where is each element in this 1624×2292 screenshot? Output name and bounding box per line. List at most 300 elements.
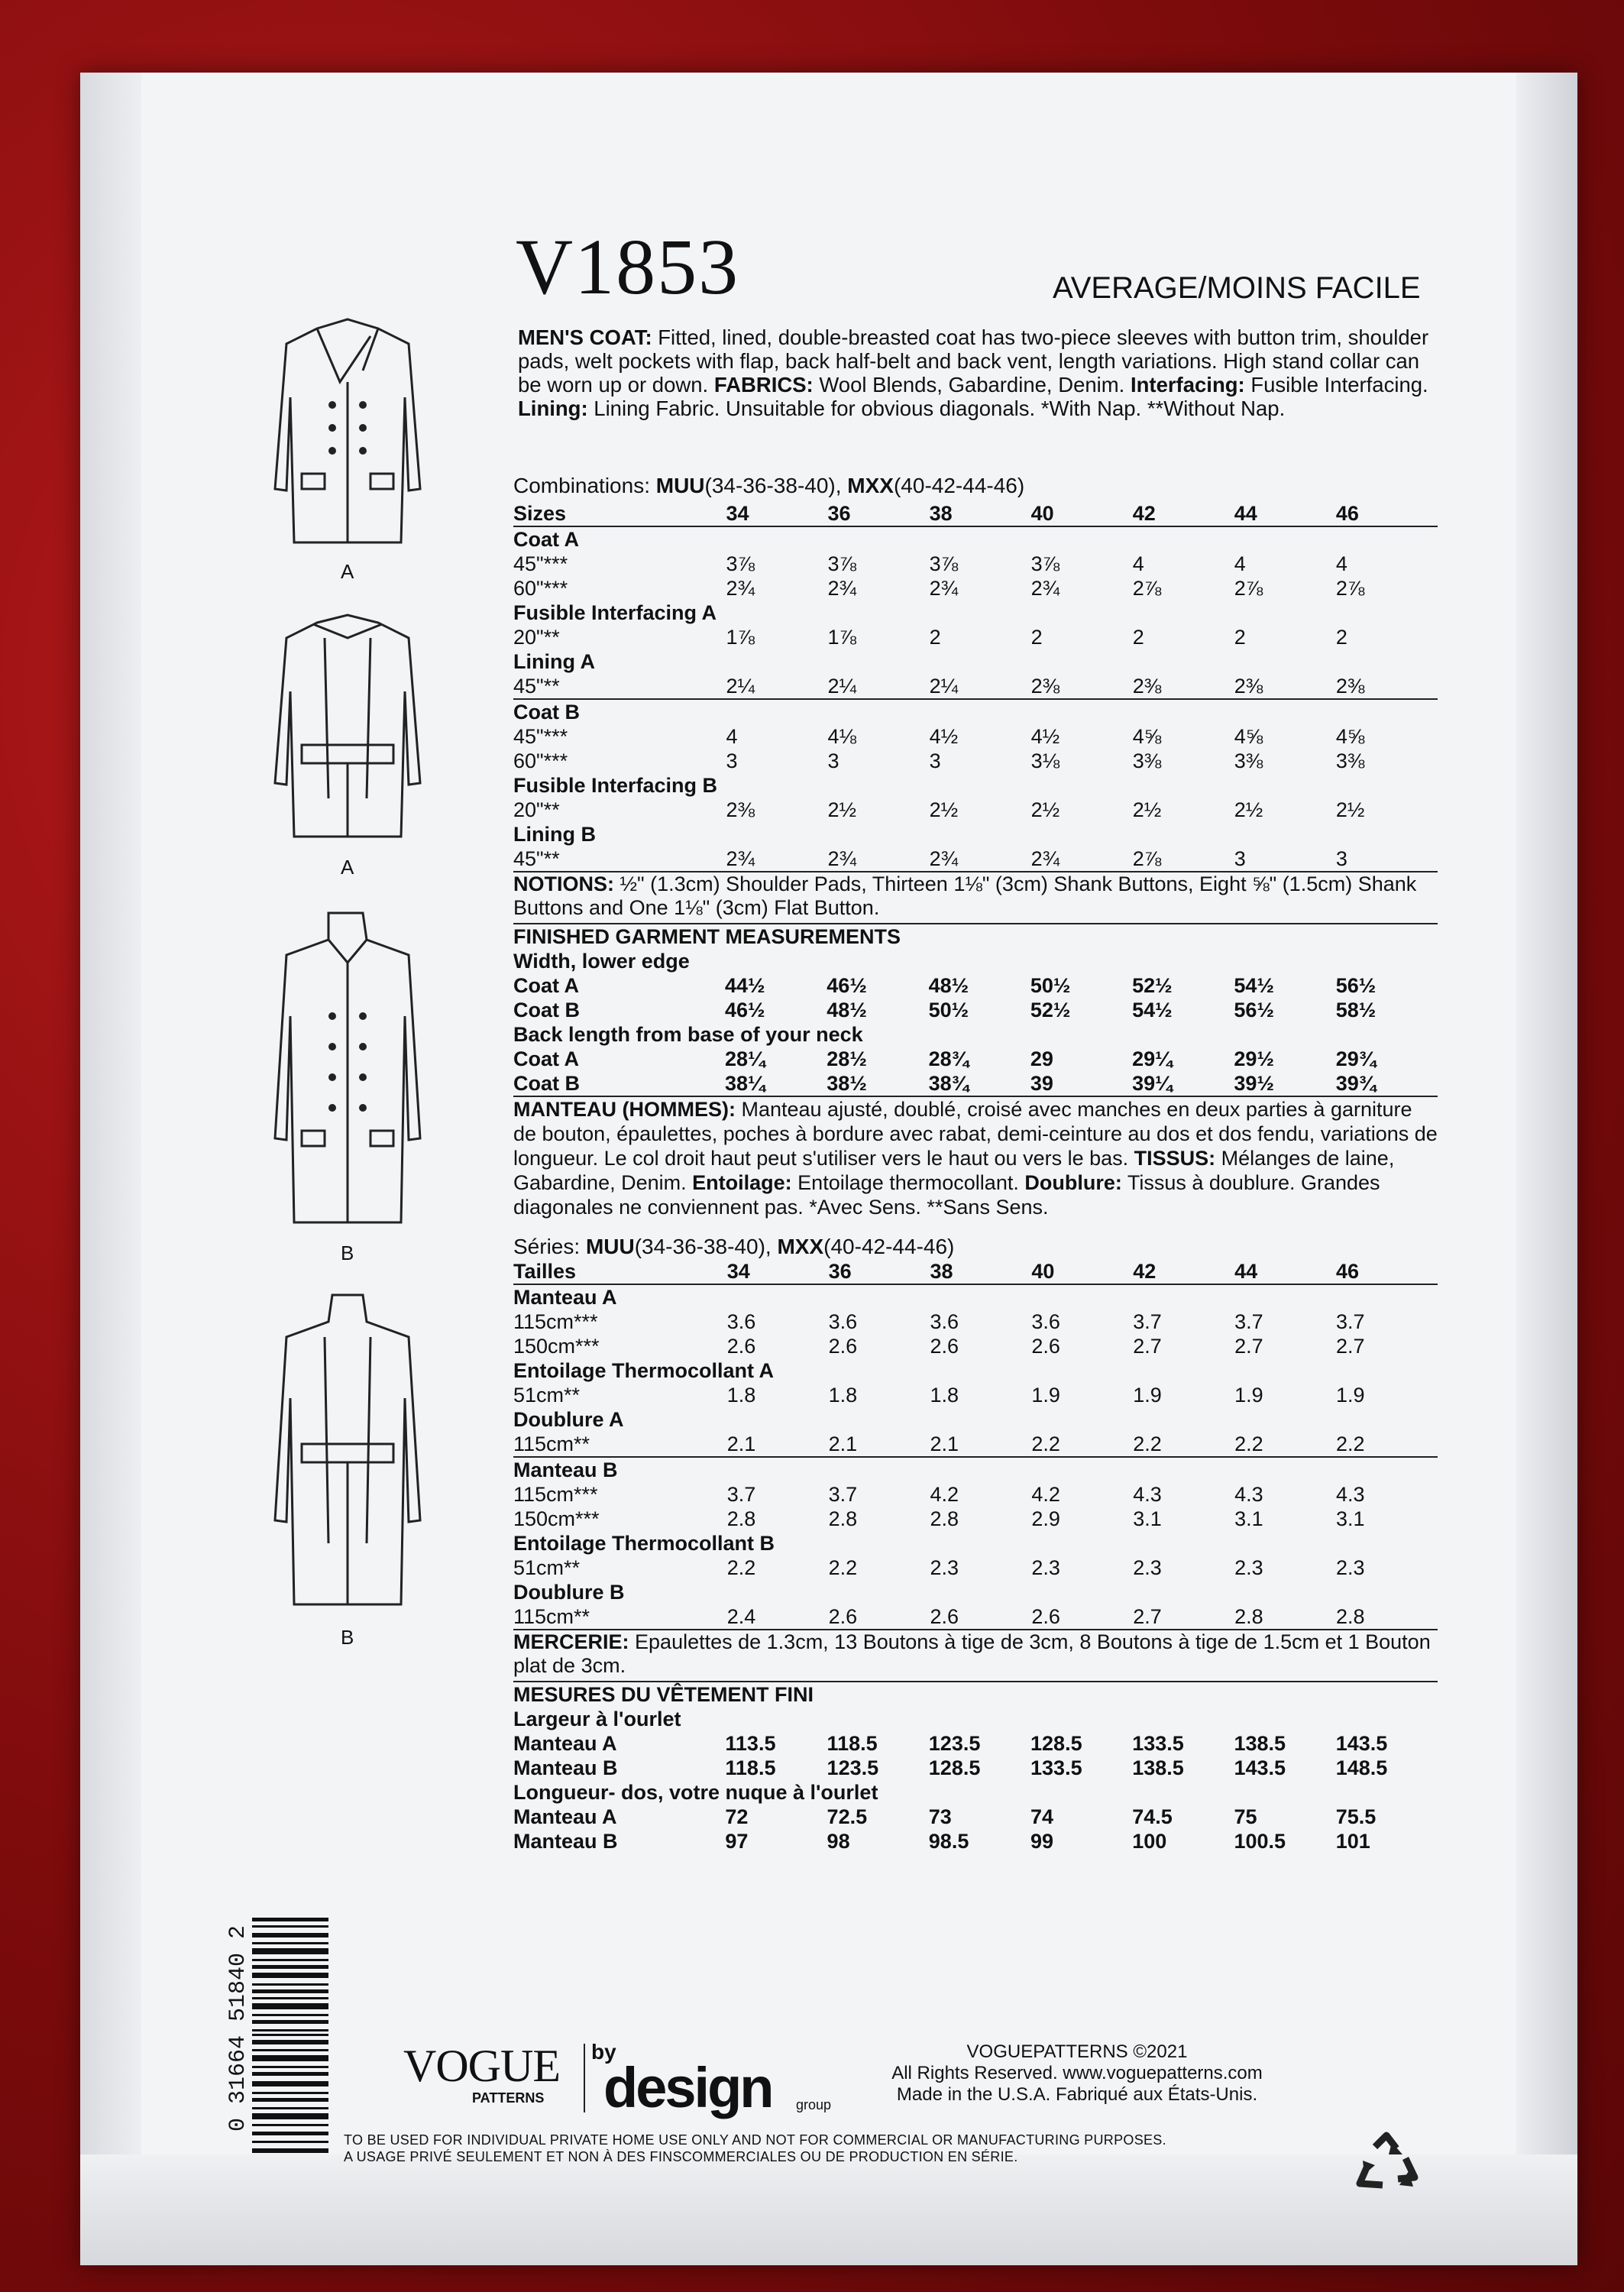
difficulty-label: AVERAGE/MOINS FACILE	[1053, 271, 1421, 305]
value-cell: 44	[1234, 501, 1336, 526]
value-cell: 2½	[1030, 798, 1060, 821]
barcode-digits: 0 31664 51840 2	[225, 1925, 251, 2132]
fr-text: Manteau ajusté, doublé, croisé avec manches en deux parties à garniture de bouton, épaulettes, poches à bordure avec rabat, demi-ceinture au dos et dos fendu, variations de longueur. Le col droit haut peut s'utiliser vers le haut ou vers le bas.	[513, 1098, 1438, 1170]
row-label-cell: 51cm**	[513, 1384, 581, 1407]
mercerie-french	[513, 1630, 1438, 1682]
table-row	[513, 847, 1438, 872]
value-cell: 52½	[1030, 999, 1071, 1021]
value-cell: 100	[1132, 1830, 1167, 1853]
description-french	[513, 1097, 1438, 1219]
fabrics-label: FABRICS:	[713, 373, 814, 397]
doublure-text: Tissus à doublure. Grandes diagonales ne conviennent pas. *Avec Sens. **Sans Sens.	[513, 1171, 1380, 1219]
sketch-caption: A	[341, 560, 354, 583]
table-header-row	[513, 501, 1438, 526]
value-cell: 28¾	[928, 1047, 969, 1070]
value-cell: 2.3	[1031, 1556, 1060, 1579]
value-cell: 2.4	[727, 1604, 829, 1630]
value-cell: 4⅝	[1335, 725, 1365, 748]
yardage-table-english	[513, 501, 1438, 1853]
value-cell: 56½	[1335, 974, 1377, 997]
interfacing-text: Fusible Interfacing.	[1250, 373, 1428, 397]
series-muu: MUU	[585, 1235, 635, 1258]
table-row	[513, 1756, 1438, 1780]
combinations-label: Combinations:	[513, 474, 650, 497]
group-label: Fusible Interfacing B	[513, 774, 718, 797]
value-cell: 3	[1336, 847, 1438, 872]
value-cell: 3.1	[1336, 1507, 1365, 1530]
value-cell: 123.5	[928, 1732, 981, 1755]
value-cell: 2¾	[726, 577, 755, 600]
value-cell: 2.8	[726, 1507, 756, 1530]
value-cell: 50½	[1030, 974, 1071, 997]
value-cell: 29¾	[1335, 1047, 1377, 1070]
value-cell: 2⅜	[1031, 674, 1133, 699]
value-cell: 1.9	[1133, 1384, 1162, 1407]
coat-b-back-sketch	[256, 1291, 439, 1612]
value-cell: 4.2	[930, 1483, 959, 1506]
value-cell: 2.8	[828, 1507, 858, 1530]
value-cell: 2¾	[929, 577, 959, 600]
value-cell: 39¾	[1336, 1071, 1438, 1096]
table-row	[513, 1383, 1438, 1407]
row-label-cell: 20"**	[513, 798, 560, 821]
lining-label: Lining:	[518, 397, 588, 420]
value-cell: 2½	[929, 798, 959, 821]
series-mxx: MXX	[777, 1235, 824, 1258]
made-in-line: Made in the U.S.A. Fabriqué aux États-Unis.	[896, 2084, 1258, 2105]
group-label: Lining B	[513, 823, 596, 846]
value-cell: 40	[1031, 1259, 1133, 1284]
value-cell: 42	[1133, 501, 1234, 526]
value-cell: 2⅞	[1132, 577, 1162, 600]
value-cell: 2.3	[1133, 1556, 1162, 1579]
nap-note: Unsuitable for obvious diagonals. *With Nap. **Without Nap.	[726, 397, 1286, 420]
value-cell: 2.2	[1133, 1432, 1234, 1457]
value-cell: 3.7	[828, 1483, 858, 1506]
table-row	[513, 1309, 1438, 1334]
sketch-caption: B	[341, 1242, 354, 1264]
value-cell: 1.9	[1031, 1384, 1060, 1407]
value-cell: 2⅞	[1234, 577, 1263, 600]
table-row	[513, 1482, 1438, 1507]
value-cell: 2.3	[1234, 1556, 1263, 1579]
value-cell: 1⅞	[726, 626, 755, 649]
value-cell: 2.8	[1234, 1604, 1336, 1630]
value-cell: 4½	[929, 725, 959, 748]
lining-text: Lining Fabric.	[594, 397, 720, 420]
value-cell: 40	[1031, 501, 1133, 526]
value-cell: 38	[930, 501, 1031, 526]
value-cell: 36	[828, 501, 930, 526]
patterns-logo-text: PATTERNS	[472, 2090, 545, 2106]
group-label: Entoilage Thermocollant A	[513, 1359, 775, 1382]
interfacing-label: Interfacing:	[1130, 373, 1245, 397]
value-cell: 2⅞	[1335, 577, 1365, 600]
value-cell: 34	[726, 501, 827, 526]
value-cell: 1.9	[1234, 1384, 1263, 1407]
value-cell: 3.7	[1336, 1310, 1365, 1333]
value-cell: 2.1	[829, 1432, 930, 1457]
value-cell: 2.2	[1336, 1432, 1438, 1457]
value-cell: 4	[1132, 552, 1144, 575]
value-cell: 29½	[1234, 1047, 1274, 1070]
mercerie-label: MERCERIE:	[513, 1630, 629, 1653]
row-label-cell: 60"***	[513, 577, 568, 600]
value-cell: 2⅜	[1234, 674, 1336, 699]
value-cell: 4.3	[1133, 1483, 1162, 1506]
value-cell: 4⅝	[1234, 725, 1263, 748]
value-cell: 100.5	[1234, 1830, 1286, 1853]
group-label: Fusible Interfacing A	[513, 601, 717, 624]
combo-mxx-sizes: (40-42-44-46)	[893, 474, 1025, 497]
table-row	[513, 625, 1438, 649]
mercerie-text: Epaulettes de 1.3cm, 13 Boutons à tige de 3cm, 8 Boutons à tige de 1.5cm et 1 Bouton plat de 3cm.	[513, 1630, 1431, 1677]
table-row	[513, 1731, 1438, 1756]
value-cell: 4.3	[1234, 1483, 1263, 1506]
fr-width-label: Largeur à l'ourlet	[513, 1708, 681, 1730]
fr-finished-title: MESURES DU VÊTEMENT FINI	[513, 1683, 814, 1706]
value-cell: 4.2	[1031, 1483, 1060, 1506]
value-cell: 28½	[827, 1047, 867, 1070]
value-cell: 1.8	[726, 1384, 756, 1407]
value-cell: 2.1	[727, 1432, 829, 1457]
series-mxx-sizes: (40-42-44-46)	[823, 1235, 955, 1258]
value-cell: 3⅜	[1335, 749, 1365, 772]
value-cell: 118.5	[827, 1732, 878, 1755]
table-row	[513, 1047, 1438, 1071]
coat-a-back-sketch	[256, 607, 439, 844]
row-label-cell: 150cm***	[513, 1335, 600, 1358]
value-cell: 46½	[827, 974, 867, 997]
value-cell: 4⅛	[827, 725, 857, 748]
row-label-cell: Manteau A	[513, 1732, 617, 1755]
value-cell: 2¼	[726, 674, 827, 699]
recycle-icon	[1352, 2132, 1421, 2193]
value-cell: 143.5	[1234, 1756, 1286, 1779]
value-cell: 3.1	[1133, 1507, 1162, 1530]
table-row	[513, 1071, 1438, 1096]
value-cell: 75	[1234, 1805, 1257, 1828]
value-cell: 39	[1030, 1071, 1132, 1096]
value-cell: 2.7	[1133, 1335, 1162, 1358]
value-cell: 3	[827, 749, 839, 772]
logo-divider	[584, 2044, 585, 2112]
yardage-table-french	[513, 1259, 1438, 1630]
table-row	[513, 1432, 1438, 1457]
value-cell: 2¾	[1031, 847, 1133, 872]
value-cell: 72.5	[827, 1805, 868, 1828]
combo-mxx: MXX	[847, 474, 894, 497]
value-cell: 2.2	[1031, 1432, 1133, 1457]
value-cell: 148.5	[1335, 1756, 1388, 1779]
value-cell: 3	[726, 749, 738, 772]
width-label: Width, lower edge	[513, 950, 690, 973]
value-cell: 2¼	[828, 674, 930, 699]
value-cell: 3.6	[726, 1310, 756, 1333]
coat-b-front-sketch	[256, 909, 439, 1230]
value-cell: 46½	[725, 999, 765, 1021]
value-cell: 133.5	[1030, 1756, 1082, 1779]
tissus-text: Mélanges de laine, Gabardine, Denim.	[513, 1147, 1395, 1194]
barcode	[252, 1918, 328, 2154]
value-cell: 38	[930, 1259, 1032, 1284]
value-cell: 3⅞	[929, 552, 959, 575]
value-cell: 75.5	[1335, 1805, 1377, 1828]
value-cell: 3	[929, 749, 941, 772]
value-cell: 2	[1234, 626, 1246, 649]
value-cell: 3.7	[726, 1483, 756, 1506]
value-cell: 28¼	[725, 1047, 765, 1070]
value-cell: 143.5	[1335, 1732, 1388, 1755]
value-cell: 2½	[1234, 798, 1263, 821]
value-cell: 74.5	[1132, 1805, 1173, 1828]
length-label: Back length from base of your neck	[513, 1023, 863, 1046]
value-cell: 1.9	[1336, 1384, 1365, 1407]
value-cell: 2.6	[726, 1335, 756, 1358]
row-label-cell: Manteau A	[513, 1805, 617, 1828]
row-label-cell: 20"**	[513, 626, 560, 649]
value-cell: 2	[929, 626, 941, 649]
row-label-cell: Coat A	[513, 974, 579, 997]
table-row	[513, 998, 1438, 1022]
row-label-cell: 115cm**	[513, 1604, 727, 1630]
value-cell: 133.5	[1132, 1732, 1184, 1755]
row-label-cell: 45"***	[513, 552, 568, 575]
table-row	[513, 973, 1438, 998]
value-cell: 2.3	[1336, 1556, 1365, 1579]
value-cell: 2.2	[726, 1556, 756, 1579]
value-cell: 74	[1030, 1805, 1054, 1828]
value-cell: 2.3	[930, 1556, 959, 1579]
value-cell: 2¾	[828, 847, 930, 872]
value-cell: 138.5	[1132, 1756, 1184, 1779]
value-cell: 2½	[827, 798, 857, 821]
value-cell: 3.6	[828, 1310, 858, 1333]
value-cell: 4½	[1030, 725, 1060, 748]
value-cell: 2¾	[827, 577, 857, 600]
value-cell: 2⅜	[1133, 674, 1234, 699]
value-cell: 1.8	[930, 1384, 959, 1407]
value-cell: 39¼	[1132, 1071, 1234, 1096]
table-row	[513, 1334, 1438, 1358]
row-label-cell: Coat B	[513, 999, 580, 1021]
value-cell: 56½	[1234, 999, 1274, 1021]
table-row	[513, 724, 1438, 749]
value-cell: 1.8	[828, 1384, 858, 1407]
fabrics-text: Wool Blends, Gabardine, Denim.	[819, 373, 1125, 397]
table-row	[513, 552, 1438, 576]
value-cell: 4	[726, 725, 738, 748]
desc-text: Fitted, lined, double-breasted coat has two-piece sleeves with button trim, shoulder pads, welt pockets with flap, back half-belt and back vent, length variations. High stand collar can be worn up or down.	[518, 325, 1429, 397]
entoilage-text: Entoilage thermocollant.	[797, 1171, 1019, 1194]
value-cell: 2.7	[1133, 1604, 1234, 1630]
row-label-cell: Tailles	[513, 1259, 727, 1284]
value-cell: 113.5	[725, 1732, 776, 1755]
value-cell: 2.6	[930, 1604, 1032, 1630]
value-cell: 2.6	[828, 1335, 858, 1358]
sketch-caption: A	[341, 856, 354, 879]
vogue-logo: VOGUE	[403, 2041, 560, 2091]
value-cell: 54½	[1132, 999, 1173, 1021]
value-cell: 128.5	[1030, 1732, 1082, 1755]
series-label: Séries:	[513, 1235, 581, 1258]
group-label: Manteau B	[513, 1458, 618, 1481]
value-cell: 2.1	[930, 1432, 1032, 1457]
value-cell: 2.7	[1234, 1335, 1263, 1358]
value-cell: 2¾	[930, 847, 1031, 872]
value-cell: 2¾	[1030, 577, 1060, 600]
envelope-right-flap	[1516, 73, 1577, 2265]
row-label-cell: 115cm***	[513, 1483, 598, 1506]
notions-text: ½" (1.3cm) Shoulder Pads, Thirteen 1⅛" (3cm) Shank Buttons, Eight ⅝" (1.5cm) Shank Buttons and One 1⅛" (3cm) Flat Button.	[513, 872, 1417, 919]
value-cell: 2⅜	[726, 798, 755, 821]
value-cell: 38¼	[725, 1071, 827, 1096]
value-cell: 128.5	[928, 1756, 981, 1779]
row-label-cell: 60"***	[513, 749, 568, 772]
row-label-cell: 115cm**	[513, 1432, 727, 1457]
group-label: Entoilage Thermocollant B	[513, 1532, 775, 1555]
by-text: by	[591, 2040, 616, 2064]
value-cell: 4	[1335, 552, 1347, 575]
combo-muu-sizes: (34-36-38-40),	[704, 474, 842, 497]
group-label: Doublure B	[513, 1581, 625, 1604]
notions-label: NOTIONS:	[513, 872, 614, 895]
value-cell: 72	[725, 1805, 749, 1828]
pattern-number: V1853	[516, 223, 740, 311]
value-cell: 2.6	[930, 1335, 959, 1358]
design-logo: design	[603, 2056, 772, 2119]
value-cell: 2.8	[1336, 1604, 1438, 1630]
value-cell: 2½	[1335, 798, 1365, 821]
value-cell: 3⅞	[1030, 552, 1060, 575]
combinations-french	[513, 1235, 1438, 1259]
value-cell: 58½	[1335, 999, 1377, 1021]
value-cell: 2½	[1132, 798, 1162, 821]
row-label-cell: 51cm**	[513, 1556, 581, 1579]
value-cell: 1⅞	[827, 626, 857, 649]
table-row	[513, 576, 1438, 601]
table-row	[513, 674, 1438, 699]
value-cell: 2⅞	[1133, 847, 1234, 872]
value-cell: 2.6	[829, 1604, 930, 1630]
value-cell: 99	[1030, 1830, 1054, 1853]
notions-english	[513, 872, 1438, 924]
value-cell: 48½	[928, 974, 969, 997]
value-cell: 2	[1030, 626, 1043, 649]
value-cell: 52½	[1132, 974, 1173, 997]
table-row	[513, 1829, 1438, 1853]
finished-title: FINISHED GARMENT MEASUREMENTS	[513, 925, 901, 948]
table-row	[513, 1805, 1438, 1829]
value-cell: 2.8	[930, 1507, 959, 1530]
value-cell: 2¼	[930, 674, 1031, 699]
finished-table-french	[513, 1682, 1438, 1853]
fr-lead: MANTEAU (HOMMES):	[513, 1098, 736, 1121]
envelope-left-flap	[80, 73, 141, 2265]
coat-a-front-sketch	[256, 313, 439, 550]
value-cell: 3⅜	[1234, 749, 1263, 772]
value-cell: 2.6	[1031, 1335, 1060, 1358]
copyright-line: VOGUEPATTERNS ©2021	[966, 2041, 1188, 2062]
value-cell: 98.5	[928, 1830, 969, 1853]
value-cell: 2⅜	[1336, 674, 1438, 699]
value-cell: 2.9	[1031, 1507, 1060, 1530]
value-cell: 2¾	[726, 847, 827, 872]
desc-lead: MEN'S COAT:	[518, 325, 652, 349]
series-muu-sizes: (34-36-38-40),	[634, 1235, 772, 1258]
row-label-cell: Coat A	[513, 1047, 579, 1070]
legal-french: A USAGE PRIVÉ SEULEMENT ET NON À DES FINSCOMMERCIALES OU DE PRODUCTION EN SÉRIE.	[344, 2149, 1018, 2164]
legal-english: TO BE USED FOR INDIVIDUAL PRIVATE HOME USE ONLY AND NOT FOR COMMERCIAL OR MANUFACTURING PURPOSES.	[344, 2132, 1166, 2148]
table-row	[513, 798, 1438, 822]
value-cell: 4⅝	[1132, 725, 1162, 748]
group-text: group	[796, 2097, 832, 2112]
group-label: Coat A	[513, 528, 579, 551]
description-english	[518, 325, 1442, 420]
combinations-english	[513, 474, 1438, 498]
value-cell: 123.5	[827, 1756, 879, 1779]
value-cell: 46	[1336, 1259, 1438, 1284]
group-label: Doublure A	[513, 1408, 624, 1431]
value-cell: 34	[727, 1259, 829, 1284]
value-cell: 4.3	[1336, 1483, 1365, 1506]
row-label-cell: Manteau B	[513, 1756, 618, 1779]
value-cell: 44½	[725, 974, 765, 997]
table-header-row	[513, 1259, 1438, 1284]
group-label: Lining A	[513, 650, 595, 673]
row-label-cell: Manteau B	[513, 1830, 618, 1853]
row-label-cell: 150cm***	[513, 1507, 600, 1530]
value-cell: 2.2	[1234, 1432, 1336, 1457]
value-cell: 3⅜	[1132, 749, 1162, 772]
value-cell: 3⅞	[726, 552, 755, 575]
value-cell: 2.2	[828, 1556, 858, 1579]
value-cell: 2.6	[1031, 1604, 1133, 1630]
value-cell: 4	[1234, 552, 1246, 575]
value-cell: 118.5	[725, 1756, 776, 1779]
row-label-cell: 45"**	[513, 847, 726, 872]
rights-line: All Rights Reserved. www.voguepatterns.com	[891, 2063, 1263, 2083]
group-label: Manteau A	[513, 1286, 617, 1309]
row-label-cell: Sizes	[513, 501, 726, 526]
value-cell: 2	[1335, 626, 1347, 649]
entoilage-label: Entoilage:	[692, 1171, 792, 1194]
value-cell: 54½	[1234, 974, 1274, 997]
value-cell: 48½	[827, 999, 867, 1021]
value-cell: 3.7	[1234, 1310, 1263, 1333]
group-label: Coat B	[513, 701, 580, 724]
value-cell: 39½	[1234, 1071, 1335, 1096]
sketch-caption: B	[341, 1626, 354, 1649]
value-cell: 38¾	[929, 1071, 1030, 1096]
row-label-cell: Coat B	[513, 1071, 725, 1096]
value-cell: 101	[1335, 1830, 1370, 1853]
value-cell: 50½	[928, 999, 969, 1021]
row-label-cell: 45"**	[513, 674, 726, 699]
value-cell: 3⅞	[827, 552, 857, 575]
value-cell: 3.6	[1031, 1310, 1060, 1333]
value-cell: 3.1	[1234, 1507, 1263, 1530]
value-cell: 2	[1132, 626, 1144, 649]
value-cell: 38½	[827, 1071, 928, 1096]
value-cell: 3.7	[1133, 1310, 1162, 1333]
table-row	[513, 1507, 1438, 1531]
row-label-cell: 45"***	[513, 725, 568, 748]
value-cell: 73	[928, 1805, 952, 1828]
copyright-block	[840, 2041, 1314, 2106]
value-cell: 97	[725, 1830, 749, 1853]
value-cell: 46	[1336, 501, 1438, 526]
